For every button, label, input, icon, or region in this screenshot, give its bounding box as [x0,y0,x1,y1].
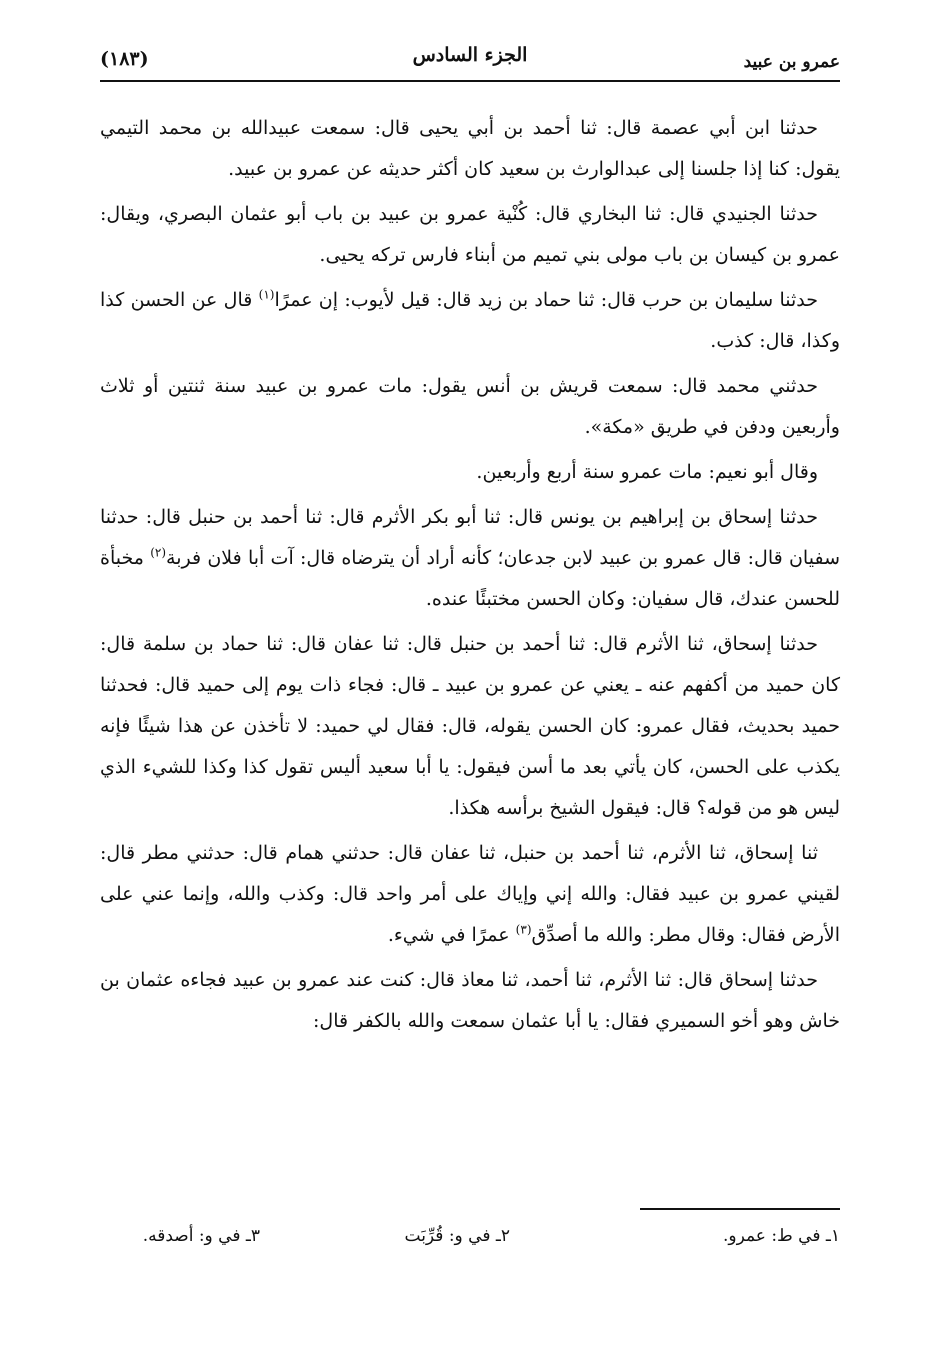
paragraph: حدثنا ابن أبي عصمة قال: ثنا أحمد بن أبي يحيى قال: سمعت عبيدالله بن محمد التيمي يقول: كنا إذا جلسنا إلى عبدالوارث بن سعيد كان أكثر حديثه عن عمرو بن عبيد. [100,117,840,180]
header-chapter-title: عمرو بن عبيد [743,52,840,72]
header-divider [100,80,840,82]
paragraph: ثنا إسحاق، ثنا الأثرم، ثنا أحمد بن حنبل، ثنا عفان قال: حدثني همام قال: حدثني مطر قال: لقيني عمرو بن عبيد فقال: والله إني وإياك على أمر واحد قال: وكذب والله، وإنما عني على الأرض فقال: وقال مطر: والله ما أصدِّق$^{(٣)}$ عمرًا في شيء. [100,842,840,946]
paragraph: حدثنا الجنيدي قال: ثنا البخاري قال: كُنْية عمرو بن عبيد بن باب أبو عثمان البصري، ويقال: عمرو بن كيسان بن باب مولى بني تميم من أبناء فارس تركه يحيى. [100,203,840,266]
footnote-marker: (٢) [150,545,167,560]
footnote-3: ٣ـ في و: أصدقه. [142,1226,260,1246]
paragraph: حدثنا إسحاق قال: ثنا الأثرم، ثنا أحمد، ثنا معاذ قال: كنت عند عمرو بن عبيد فجاءه عثمان بن خاش وهو أخو السميري فقال: يا أبا عثمان سمعت والله بالكفر قال: [100,969,840,1032]
paragraph: وقال أبو نعيم: مات عمرو سنة أربع وأربعين. [476,461,818,483]
paragraph: حدثنا سليمان بن حرب قال: ثنا حماد بن زيد قال: قيل لأيوب: إن عمرًا$^{(١)}$ قال عن الحسن كذا وكذا، قال: كذب. [100,287,840,352]
paragraph: حدثنا إسحاق، ثنا الأثرم قال: ثنا أحمد بن حنبل قال: ثنا عفان قال: ثنا حماد بن سلمة قال: كان حميد من أكفهم عنه ـ يعني عن عمرو بن عبيد ـ قال: فجاء ذات يوم إلى حميد قال: فحدثنا حميد بحديث، فقال عمرو: كان الحسن يقوله، قال: فقال لي حميد: لا تأخذن عن هذا شيئًا فإنه يكذب على الحسن، كان يأتي بعد ما أسن فيقول: يا أبا سعيد أليس تقول كذا وكذا للشيء الذي ليس هو من قوله؟ قال: فيقول الشيخ برأسه هكذا. [100,633,840,819]
footnote-2: ٢ـ في و: قُرِّبَت [404,1226,510,1246]
footnote-marker: (٣) [515,922,532,937]
footnote-marker: (١) [258,287,275,302]
footnote-divider [640,1208,840,1210]
page-number: (١٨٣) [100,48,149,70]
running-header [100,38,840,78]
header-volume: الجزء السادس [412,44,528,66]
paragraph: حدثني محمد قال: سمعت قريش بن أنس يقول: مات عمرو بن عبيد سنة ثنتين أو ثلاث وأربعين ودفن في طريق «مكة». [100,375,840,438]
footnote-1: ١ـ في ط: عمرو. [722,1226,840,1246]
footnotes [130,1226,840,1256]
paragraph: حدثنا إسحاق بن إبراهيم بن يونس قال: ثنا أبو بكر الأثرم قال: ثنا أحمد بن حنبل قال: حدثنا سفيان قال: قال عمرو بن عبيد لابن جدعان؛ كأنه أراد أن يترضاه قال: آت أبا فلان فربة$^{(٢)}$ مخبأة للحسن عندك، قال سفيان: وكان الحسن مختبئًا عنده. [100,506,840,610]
body-text [100,108,840,1046]
